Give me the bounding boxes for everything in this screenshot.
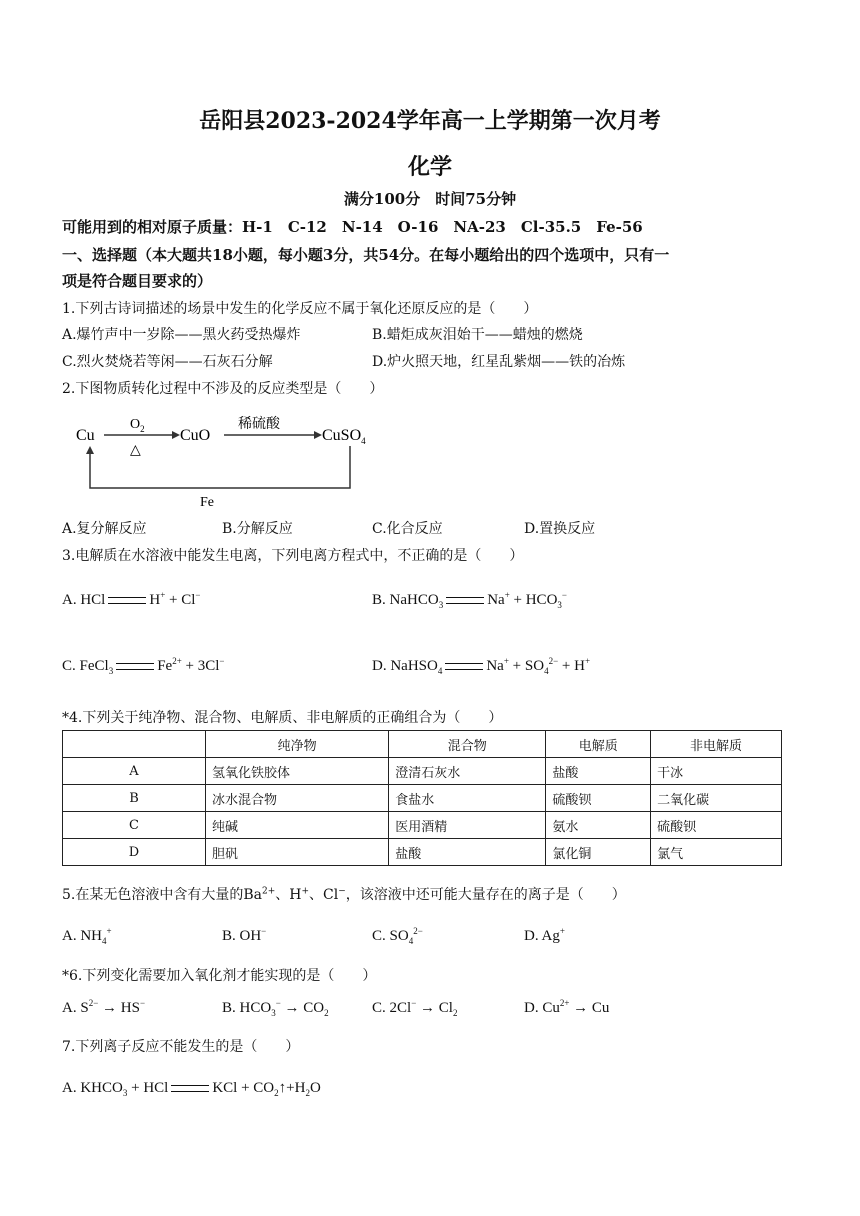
arrow-1-head bbox=[172, 431, 180, 439]
diagram-o2: $O_2$ bbox=[130, 417, 145, 434]
atomic-masses: 可能用到的相对原子质量：H-1 C-12 N-14 O-16 NA-23 Cl-35.5 Fe-56 bbox=[62, 218, 643, 236]
section-heading-line2: 项是符合题目要求的） bbox=[62, 272, 213, 290]
diagram-fe: Fe bbox=[200, 495, 214, 508]
q2-stem: 2.下图物质转化过程中不涉及的反应类型是（ ） bbox=[62, 381, 384, 397]
q1-option-a: A.爆竹声中一岁除——黑火药受热爆炸 bbox=[62, 327, 301, 343]
table-cell: 氢氧化铁胶体 bbox=[206, 758, 389, 785]
row-label: B bbox=[63, 785, 206, 812]
row-label: C bbox=[63, 812, 206, 839]
table-cell: 硫酸钡 bbox=[651, 812, 782, 839]
exam-info: 满分100分 时间75分钟 bbox=[343, 190, 517, 208]
q6-option-d: D. $Cu^{2+} \to Cu$ bbox=[524, 998, 610, 1016]
row-label: D bbox=[63, 839, 206, 866]
q3-option-a: A. HCl H+ + Cl− bbox=[62, 590, 201, 608]
table-row bbox=[63, 812, 782, 839]
table-cell: 冰水混合物 bbox=[206, 785, 389, 812]
table-header-cell: 混合物 bbox=[389, 731, 546, 758]
table-header-cell: 电解质 bbox=[546, 731, 651, 758]
table-row bbox=[63, 839, 782, 866]
q7-stem: 7.下列离子反应不能发生的是（ ） bbox=[62, 1039, 300, 1055]
q2-option-c: C.化合反应 bbox=[372, 521, 443, 537]
exam-title: 岳阳县2023-2024学年高一上学期第一次月考 bbox=[199, 108, 661, 134]
section-heading-line1: 一、选择题（本大题共18小题，每小题3分，共54分。在每小题给出的四个选项中，只有一 bbox=[62, 246, 670, 264]
q4-table bbox=[62, 730, 782, 866]
q3-option-c: C. FeCl$_3$ $Fe^{2+} + 3Cl^-$ bbox=[62, 656, 225, 676]
table-cell: 盐酸 bbox=[389, 839, 546, 866]
table-cell: 硫酸钡 bbox=[546, 785, 651, 812]
q4-stem: *4.下列关于纯净物、混合物、电解质、非电解质的正确组合为（ ） bbox=[62, 710, 503, 726]
q6-stem: *6.下列变化需要加入氧化剂才能实现的是（ ） bbox=[62, 968, 377, 984]
q5-option-b: B. OH− bbox=[222, 926, 267, 944]
q3-option-b: B. NaHCO$_3$ $Na^+ + HCO_3^-$ bbox=[372, 590, 567, 610]
return-arrow bbox=[90, 446, 350, 488]
table-header-cell: 纯净物 bbox=[206, 731, 389, 758]
q6-option-c: C. $2Cl^- \to Cl_2$ bbox=[372, 998, 458, 1018]
q3-stem: 3.电解质在水溶液中能发生电离，下列电离方程式中，不正确的是（ ） bbox=[62, 548, 524, 564]
q6-option-b: B. $HCO_3^- \to CO_2$ bbox=[222, 998, 329, 1018]
diagram-cuso4: CuSO$_4$ bbox=[322, 427, 366, 446]
table-cell: 澄清石灰水 bbox=[389, 758, 546, 785]
q6-option-a: A. $S^{2-} \to HS^-$ bbox=[62, 998, 146, 1016]
table-cell: 氯化铜 bbox=[546, 839, 651, 866]
table-header-cell bbox=[63, 731, 206, 758]
table-cell: 氨水 bbox=[546, 812, 651, 839]
q5-option-a: A. $NH_4^+$ bbox=[62, 926, 112, 946]
q7-option-a: A. $KHCO_3$ + HCl KCl + $CO_2↑+H_2O$ bbox=[62, 1080, 321, 1098]
table-cell: 医用酒精 bbox=[389, 812, 546, 839]
subject-title: 化学 bbox=[407, 154, 452, 180]
table-cell: 胆矾 bbox=[206, 839, 389, 866]
q1-stem: 1.下列古诗词描述的场景中发生的化学反应不属于氧化还原反应的是（ ） bbox=[62, 301, 538, 317]
diagram-cuo: CuO bbox=[180, 427, 211, 444]
q5-stem: 5.在某无色溶液中含有大量的$Ba^{2+}$、H+、Cl−，该溶液中还可能大量存在的离子是（ ） bbox=[62, 886, 626, 903]
table-cell: 干冰 bbox=[651, 758, 782, 785]
conversion-diagram bbox=[72, 408, 392, 508]
table-header-cell: 非电解质 bbox=[651, 731, 782, 758]
q2-option-d: D.置换反应 bbox=[524, 521, 596, 537]
q2-option-b: B.分解反应 bbox=[222, 521, 293, 537]
table-row bbox=[63, 785, 782, 812]
q1-option-b: B.蜡炬成灰泪始干——蜡烛的燃烧 bbox=[372, 327, 583, 343]
return-arrow-head bbox=[86, 446, 94, 454]
diagram-delta: △ bbox=[130, 442, 141, 458]
diagram-acid: 稀硫酸 bbox=[238, 416, 280, 432]
q1-option-c: C.烈火焚烧若等闲——石灰石分解 bbox=[62, 354, 273, 370]
table-cell: 纯碱 bbox=[206, 812, 389, 839]
table-cell: 二氧化碳 bbox=[651, 785, 782, 812]
q1-option-d: D.炉火照天地，红星乱紫烟——铁的冶炼 bbox=[372, 354, 626, 370]
table-cell: 盐酸 bbox=[546, 758, 651, 785]
table-header-row bbox=[63, 731, 782, 758]
row-label: A bbox=[63, 758, 206, 785]
table-cell: 食盐水 bbox=[389, 785, 546, 812]
diagram-cu: Cu bbox=[76, 427, 95, 444]
q2-option-a: A.复分解反应 bbox=[62, 521, 147, 537]
arrow-2-head bbox=[314, 431, 322, 439]
q3-option-d: D. NaHSO$_4$ $Na^+ + SO_4^{2-} + H^+$ bbox=[372, 656, 591, 676]
q5-option-d: D. Ag+ bbox=[524, 926, 565, 944]
table-row bbox=[63, 758, 782, 785]
q5-option-c: C. $SO_4^{2-}$ bbox=[372, 926, 423, 946]
table-cell: 氯气 bbox=[651, 839, 782, 866]
